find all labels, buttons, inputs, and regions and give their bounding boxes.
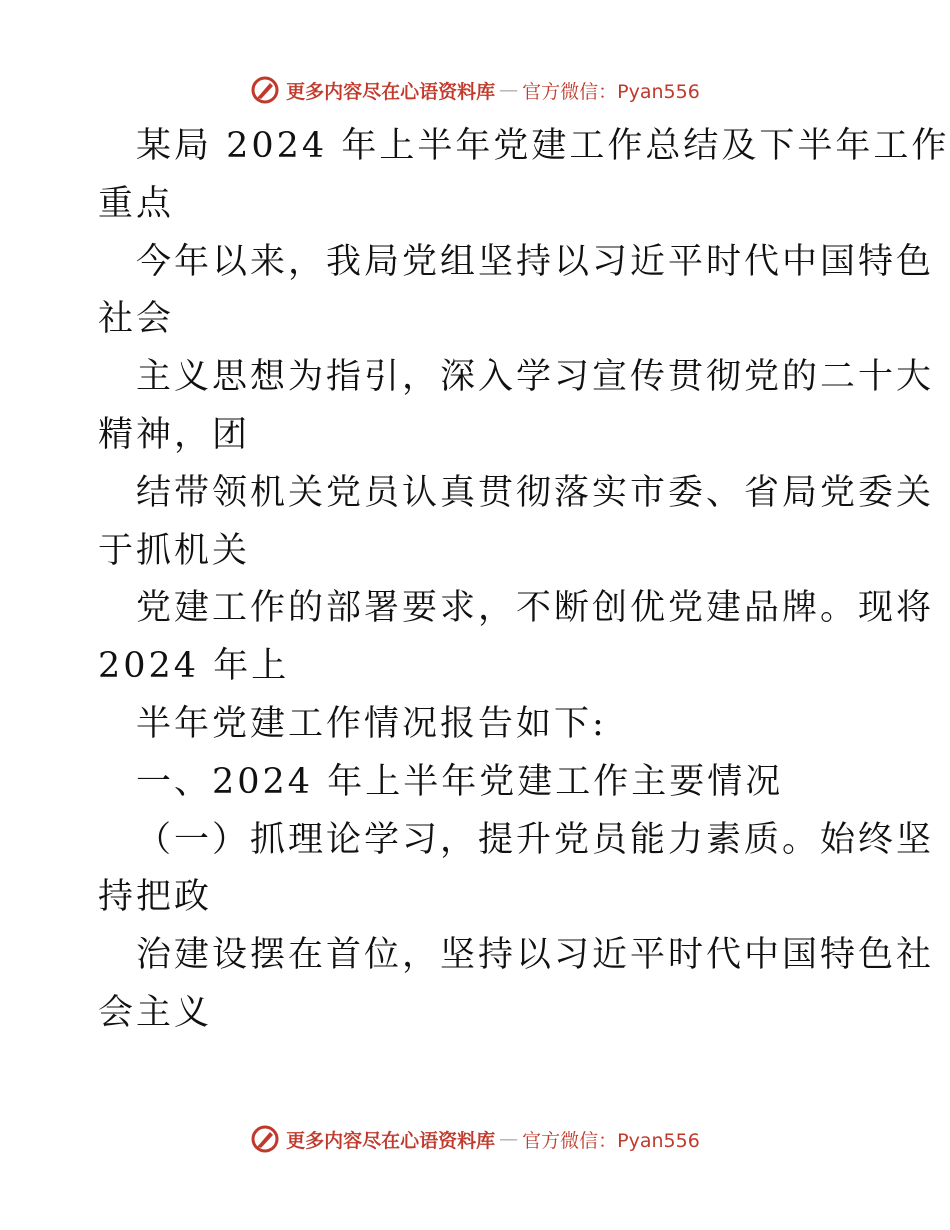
section-heading: 一、2024 年上半年党建工作主要情况 — [136, 761, 784, 802]
watermark-separator: — — [499, 1128, 519, 1150]
paragraph-line: 党建工作的部署要求，不断创优党建品牌。现将 — [136, 588, 935, 629]
document-title-line: 某局 2024 年上半年党建工作总结及下半年工作 — [136, 126, 950, 166]
watermark-contact-text: 官方微信：Pyan556 — [522, 80, 700, 103]
document-title-line: 重点 — [98, 183, 175, 224]
paragraph-line: 社会 — [98, 299, 175, 340]
watermark-brand-text: 更多内容尽在心语资料库 — [286, 1129, 496, 1152]
paragraph-line: 会主义 — [98, 992, 213, 1033]
paragraph-line: 于抓机关 — [98, 530, 251, 571]
paragraph-line: 结带领机关党员认真贯彻落实市委、省局党委关 — [136, 472, 935, 513]
paragraph-line: 精神，团 — [98, 414, 251, 455]
watermark-contact-text: 官方微信：Pyan556 — [522, 1129, 700, 1152]
watermark-brand-text: 更多内容尽在心语资料库 — [286, 80, 496, 103]
paragraph-line: 半年党建工作情况报告如下: — [136, 703, 607, 744]
paragraph-line: 今年以来，我局党组坚持以习近平时代中国特色 — [136, 241, 935, 282]
paragraph-line: 主义思想为指引，深入学习宣传贯彻党的二十大 — [136, 357, 935, 398]
paragraph-line: 持把政 — [98, 877, 213, 918]
document-body — [98, 118, 950, 1043]
watermark-separator: — — [499, 79, 519, 101]
watermark-footer — [0, 1119, 950, 1159]
paragraph-line: （一）抓理论学习，提升党员能力素质。始终坚 — [136, 819, 935, 860]
watermark-header — [0, 70, 950, 110]
paragraph-line: 2024 年上 — [98, 646, 290, 687]
quill-pen-logo-icon — [250, 1124, 280, 1154]
paragraph-line: 治建设摆在首位，坚持以习近平时代中国特色社 — [136, 935, 935, 976]
quill-pen-logo-icon — [250, 75, 280, 105]
